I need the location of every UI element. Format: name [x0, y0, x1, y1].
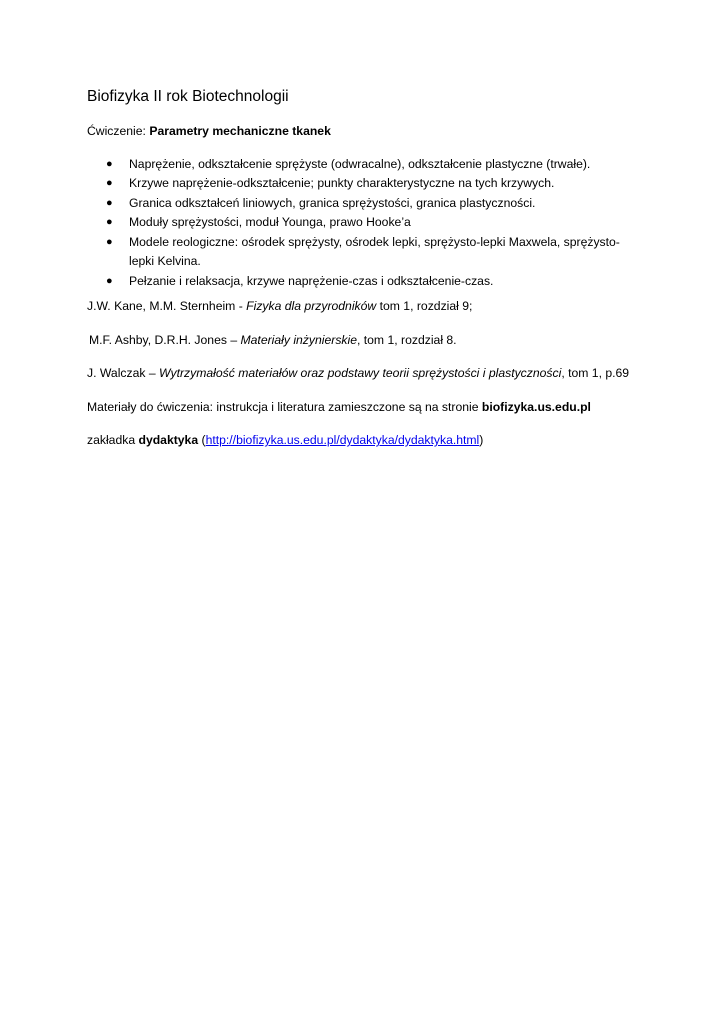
- bullet-icon: ●: [106, 196, 113, 209]
- topic-text: Krzywe naprężenie-odkształcenie; punkty charakterystyczne na tych krzywych.: [129, 176, 555, 190]
- bullet-icon: ●: [106, 235, 113, 248]
- document-title: Biofizyka II rok Biotechnologii: [87, 88, 289, 105]
- materials-line: [87, 398, 642, 418]
- topic-text: Pełzanie i relaksacja, krzywe naprężenie-czas i odkształcenie-czas.: [129, 273, 494, 288]
- tab-line: [87, 431, 642, 451]
- bullet-icon: ●: [106, 177, 113, 189]
- exercise-label: Ćwiczenie:: [87, 124, 150, 138]
- list-item: [87, 233, 642, 272]
- reference-authors: M.F. Ashby, D.R.H. Jones –: [89, 332, 241, 347]
- topic-text: Naprężenie, odkształcenie sprężyste (odwracalne), odkształcenie plastyczne (trwałe).: [129, 156, 591, 171]
- bullet-icon: ●: [106, 157, 113, 170]
- list-item: [87, 155, 642, 175]
- list-item: [87, 272, 642, 292]
- bullet-icon: ●: [106, 216, 113, 228]
- exercise-name: Parametry mechaniczne tkanek: [149, 124, 331, 138]
- reference-book: Materiały inżynierskie: [240, 332, 357, 347]
- exercise-line: [87, 122, 642, 142]
- tab-text: zakładka: [87, 433, 139, 447]
- topic-list: [87, 155, 642, 292]
- topic-text: Moduły sprężystości, moduł Younga, prawo Hooke’a: [129, 215, 411, 229]
- document-content: [87, 87, 642, 465]
- tab-open-paren: (: [198, 433, 206, 447]
- topic-text: Granica odkształceń liniowych, granica sprężystości, granica plastyczności.: [129, 195, 536, 210]
- reference-details: tom 1, rozdział 9;: [376, 299, 473, 313]
- reference-kane: [87, 297, 642, 317]
- topic-text: Modele reologiczne: ośrodek sprężysty, ośrodek lepki, sprężysto-lepki Maxwela, sprężysto-lepki Kelvina.: [129, 234, 620, 268]
- reference-details: , tom 1, rozdział 8.: [357, 332, 457, 347]
- bullet-icon: ●: [106, 274, 113, 287]
- tab-name: dydaktyka: [138, 433, 199, 447]
- dydaktyka-link[interactable]: http://biofizyka.us.edu.pl/dydaktyka/dydaktyka.html: [205, 433, 480, 447]
- tab-close-paren: ): [479, 433, 484, 447]
- materials-site: biofizyka.us.edu.pl: [481, 399, 591, 414]
- reference-ashby: [87, 331, 642, 351]
- list-item: [87, 213, 642, 233]
- reference-walczak: [87, 364, 642, 384]
- reference-authors: J. Walczak –: [87, 366, 160, 380]
- list-item: [87, 194, 642, 214]
- reference-book: Wytrzymałość materiałów oraz podstawy teorii sprężystości i plastyczności: [159, 366, 562, 380]
- reference-book: Fizyka dla przyrodników: [246, 299, 377, 313]
- materials-text: Materiały do ćwiczenia: instrukcja i literatura zamieszczone są na stronie: [87, 399, 482, 414]
- list-item: [87, 174, 642, 194]
- reference-authors: J.W. Kane, M.M. Sternheim -: [87, 299, 247, 313]
- reference-details: , tom 1, p.69: [561, 366, 630, 380]
